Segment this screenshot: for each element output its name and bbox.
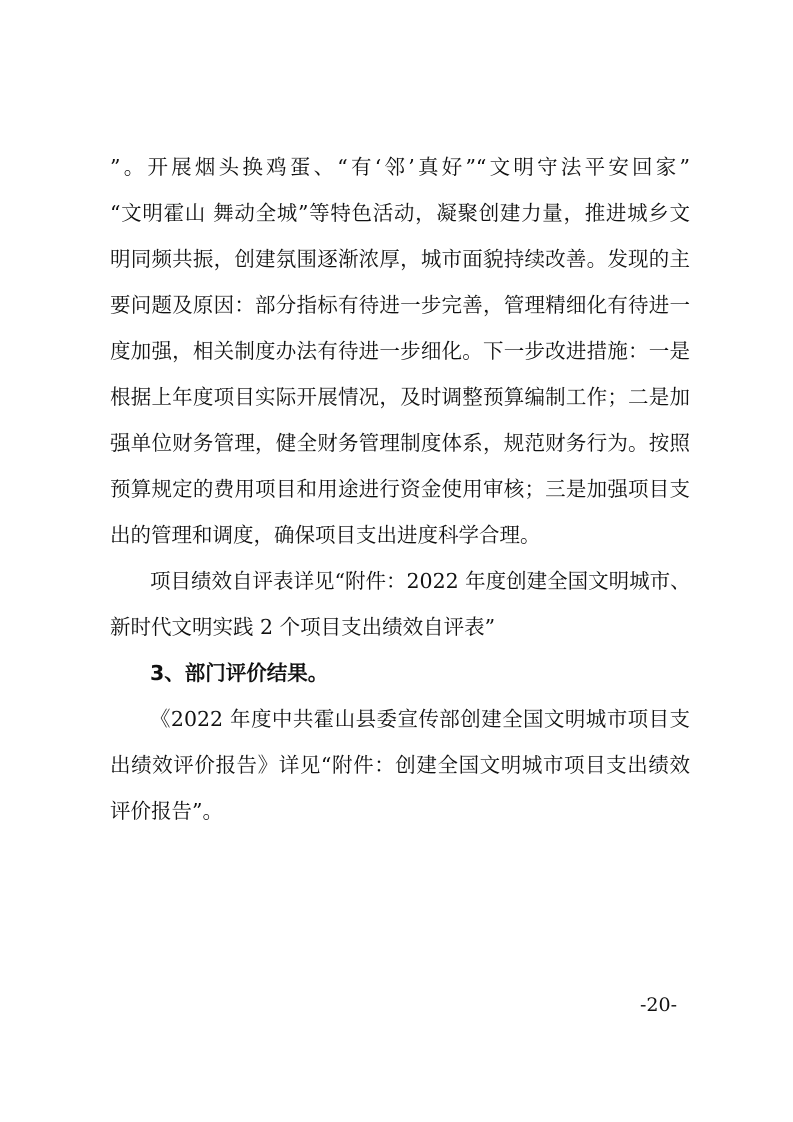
paragraph1-line-6: 根据上年度项目实际开展情况，及时调整预算编制工作；二是加 [110, 385, 690, 409]
paragraph3-line-1: 《2022 年度中共霍山县委宣传部创建全国文明城市项目支 [150, 707, 690, 731]
paragraph3-line-3: 评价报告”。 [110, 799, 223, 823]
paragraph1-line-1: ”。开展烟头换鸡蛋、“有‘邻’真好”“文明守法平安回家” [110, 155, 690, 179]
paragraph1-line-5: 度加强，相关制度办法有待进一步细化。下一步改进措施：一是 [110, 339, 690, 363]
paragraph1-line-9: 出的管理和调度，确保项目支出进度科学合理。 [110, 523, 541, 547]
paragraph3-line-2: 出绩效评价报告》详见“附件：创建全国文明城市项目支出绩效 [110, 753, 690, 777]
paragraph1-line-2: “文明霍山 舞动全城”等特色活动，凝聚创建力量，推进城乡文 [110, 201, 690, 225]
paragraph1-line-8: 预算规定的费用项目和用途进行资金使用审核；三是加强项目支 [110, 477, 690, 501]
paragraph1-line-7: 强单位财务管理，健全财务管理制度体系，规范财务行为。按照 [110, 431, 690, 455]
paragraph2-line-1: 项目绩效自评表详见“附件：2022 年度创建全国文明城市、 [150, 569, 691, 593]
paragraph2-line-2: 新时代文明实践 2 个项目支出绩效自评表” [110, 615, 496, 639]
paragraph1-line-4: 要问题及原因：部分指标有待进一步完善，管理精细化有待进一 [110, 293, 690, 317]
page-number: -20- [640, 994, 678, 1016]
section3-heading: 3、部门评价结果。 [150, 661, 329, 685]
paragraph1-line-3: 明同频共振，创建氛围逐渐浓厚，城市面貌持续改善。发现的主 [110, 247, 690, 271]
